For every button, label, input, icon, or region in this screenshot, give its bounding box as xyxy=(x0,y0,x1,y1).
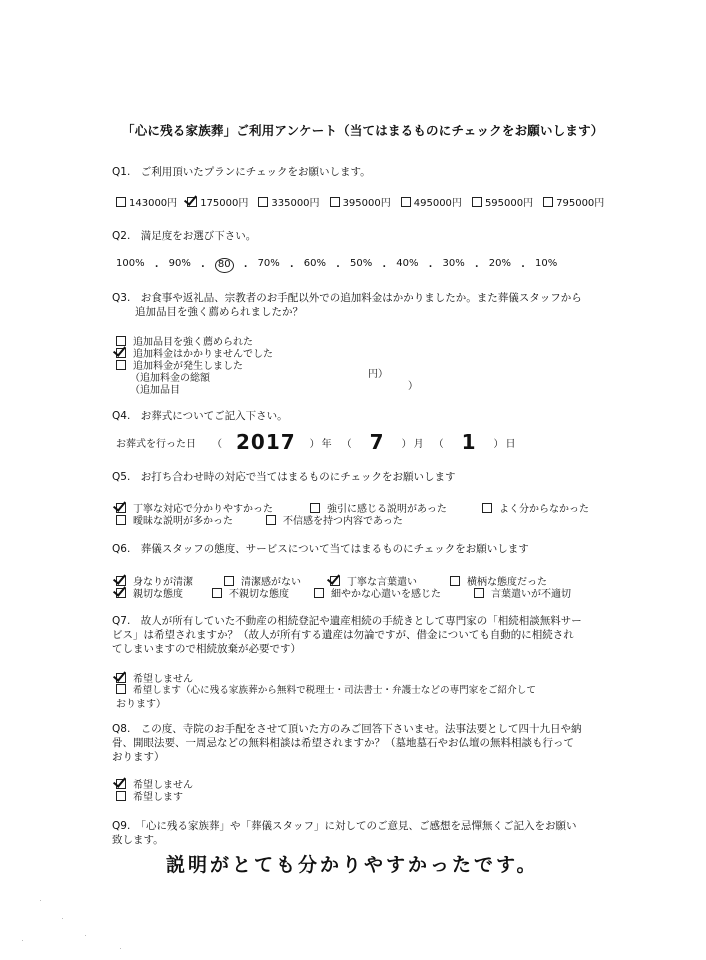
q3-question-line1: Q3. お食事や返礼品、宗教者のお手配以外での追加料金はかかりましたか。また葬儀スタッフから xyxy=(112,292,582,304)
q2-option-40[interactable]: 40% xyxy=(396,258,419,269)
q1-options xyxy=(116,194,604,209)
q4-month-unit: 月 xyxy=(413,438,424,450)
q2-question: Q2. 満足度をお選び下さい。 xyxy=(112,230,257,242)
scan-speck xyxy=(85,935,86,936)
q3-option-1[interactable]: 追加品目を強く薦められた xyxy=(116,333,253,348)
q3-option-3[interactable]: 追加料金が発生しました xyxy=(116,357,243,372)
q7-question-line1: Q7. 故人が所有していた不動産の相続登記や遺産相続の手続きとして専門家の「相続相談無料サー xyxy=(112,615,582,627)
q1-option-7[interactable]: 795000円 xyxy=(543,194,604,209)
survey-title: 「心に残る家族葬」ご利用アンケート（当てはまるものにチェックをお願いします） xyxy=(122,123,604,138)
scan-speck xyxy=(62,918,63,919)
q5-option-2[interactable]: 強引に感じる説明があった xyxy=(310,500,482,515)
q5-row2 xyxy=(116,512,403,527)
q4-question: Q4. お葬式についてご記入下さい。 xyxy=(112,410,288,422)
q1-question: Q1. ご利用頂いたプランにチェックをお願いします。 xyxy=(112,166,371,178)
checkbox-icon[interactable] xyxy=(212,588,222,598)
q5-option-3[interactable]: よく分からなかった xyxy=(482,500,589,515)
checkbox-icon[interactable] xyxy=(116,197,126,207)
q6-option-7[interactable]: 細やかな心遣いを感じた xyxy=(314,585,474,600)
q2-option-90[interactable]: 90% xyxy=(168,258,191,269)
q7-option-2-cont: おります） xyxy=(116,699,166,710)
checkbox-icon[interactable] xyxy=(543,197,553,207)
checkbox-icon[interactable] xyxy=(258,197,268,207)
checkbox-icon[interactable] xyxy=(116,515,126,525)
q9-handwritten-answer[interactable]: 説明がとても分かりやすかったです。 xyxy=(166,854,539,876)
q4-year-unit: 年 xyxy=(321,438,332,450)
checkbox-icon[interactable] xyxy=(116,684,126,694)
checkbox-icon[interactable] xyxy=(482,503,492,513)
q6-option-2[interactable]: 清潔感がない xyxy=(224,573,330,588)
q6-option-5[interactable]: 親切な態度 xyxy=(116,585,212,600)
q1-option-6[interactable]: 595000円 xyxy=(472,194,533,209)
q2-option-10[interactable]: 10% xyxy=(534,258,558,269)
q7-option-1[interactable]: 希望しません xyxy=(116,670,193,685)
q7-question-line3: てしまいますので相続放棄が必要です） xyxy=(112,643,301,655)
checkbox-icon[interactable] xyxy=(474,588,484,598)
q2-option-50[interactable]: 50% xyxy=(350,258,373,269)
checkbox-icon[interactable] xyxy=(116,360,126,370)
q8-question-line2: 骨、開眼法要、一周忌などの無料相談は希望されますか？（墓地墓石やお仏壇の無料相談も行って xyxy=(112,737,574,749)
q6-option-1[interactable]: 身なりが清潔 xyxy=(116,573,224,588)
checkbox-icon[interactable] xyxy=(330,197,340,207)
q8-question-line3: おります） xyxy=(112,751,165,763)
q1-option-3[interactable]: 335000円 xyxy=(258,194,319,209)
checkbox-icon[interactable] xyxy=(314,588,324,598)
q6-option-8[interactable]: 言葉遣いが不適切 xyxy=(474,585,571,600)
q1-option-4[interactable]: 395000円 xyxy=(330,194,391,209)
q2-option-20[interactable]: 20% xyxy=(488,258,511,269)
q7-option-2[interactable]: 希望します（心に残る家族葬から無料で税理士・司法書士・弁護士などの専門家をご紹介して xyxy=(116,682,536,696)
q6-row2 xyxy=(116,585,571,600)
q9-question-line1: Q9. 「心に残る家族葬」や「葬儀スタッフ」に対してのご意見、ご感想を忌憚無くご記入をお願い xyxy=(112,820,577,832)
q1-option-5[interactable]: 495000円 xyxy=(401,194,462,209)
q4-date-label: お葬式を行った日 xyxy=(116,438,196,450)
checkbox-icon[interactable] xyxy=(266,515,276,525)
q6-question: Q6. 葬儀スタッフの態度、サービスについて当てはまるものにチェックをお願いします xyxy=(112,543,529,555)
q4-day-unit: 日 xyxy=(505,438,516,450)
q4-date-row: お葬式を行った日 （ 2017 ） 年 （ 7 ） 月 （ 1 ） 日 xyxy=(116,430,516,454)
q1-option-2[interactable]: 175000円 xyxy=(187,194,248,209)
q2-option-80-selected[interactable]: 80 xyxy=(215,258,234,273)
checkbox-checked-icon[interactable] xyxy=(187,197,197,207)
scan-speck xyxy=(120,948,121,949)
q6-option-3[interactable]: 丁寧な言葉遣い xyxy=(330,573,450,588)
q5-question: Q5. お打ち合わせ時の対応で当てはまるものにチェックをお願いします xyxy=(112,471,456,483)
q8-question-line1: Q8. この度、寺院のお手配をさせて頂いた方のみご回答下さいませ。法事法要として四十九日や納 xyxy=(112,723,582,735)
q5-option-1[interactable]: 丁寧な対応で分かりやすかった xyxy=(116,500,310,515)
q3-total-label: （追加料金の総額 xyxy=(130,373,210,384)
q3-option-2[interactable]: 追加料金はかかりませんでした xyxy=(116,345,273,360)
q3-question-line2: 追加品目を強く薦められましたか？ xyxy=(135,306,303,318)
q7-question-line2: ビス」は希望されますか？（故人が所有する遺産は勿論ですが、借金についても自動的に相続され xyxy=(112,629,574,641)
q5-option-4[interactable]: 曖昧な説明が多かった xyxy=(116,512,266,527)
q9-question-line2: 致します。 xyxy=(112,834,164,846)
q3-items-suffix: ） xyxy=(408,381,418,392)
checkbox-checked-icon[interactable] xyxy=(116,588,126,598)
checkbox-icon[interactable] xyxy=(401,197,411,207)
q2-option-100[interactable]: 100% xyxy=(116,258,145,269)
q6-option-4[interactable]: 横柄な態度だった xyxy=(450,573,547,588)
q2-option-70[interactable]: 70% xyxy=(257,258,280,269)
q3-items-label: （追加品目 xyxy=(130,385,180,396)
q2-option-30[interactable]: 30% xyxy=(442,258,465,269)
checkbox-icon[interactable] xyxy=(472,197,482,207)
q4-day-value[interactable]: 1 xyxy=(461,430,476,454)
q6-option-6[interactable]: 不親切な態度 xyxy=(212,585,314,600)
q3-total-suffix: 円） xyxy=(368,369,388,380)
q1-option-1[interactable]: 143000円 xyxy=(116,194,177,209)
q2-satisfaction-scale: 100% ・ 90% ・ 80 ・ 70% ・ 60% ・ 50% ・ 40% ・ 30% ・ 20% ・ 10% xyxy=(116,258,558,273)
checkbox-icon[interactable] xyxy=(116,791,126,801)
q8-option-2[interactable]: 希望します xyxy=(116,788,183,803)
q5-option-5[interactable]: 不信感を持つ内容であった xyxy=(266,512,403,527)
scan-speck xyxy=(40,900,41,901)
q4-year-value[interactable]: 2017 xyxy=(236,430,296,454)
scan-speck xyxy=(22,940,23,941)
q8-option-1[interactable]: 希望しません xyxy=(116,776,193,791)
q2-option-60[interactable]: 60% xyxy=(303,258,327,269)
q4-month-value[interactable]: 7 xyxy=(369,430,384,454)
